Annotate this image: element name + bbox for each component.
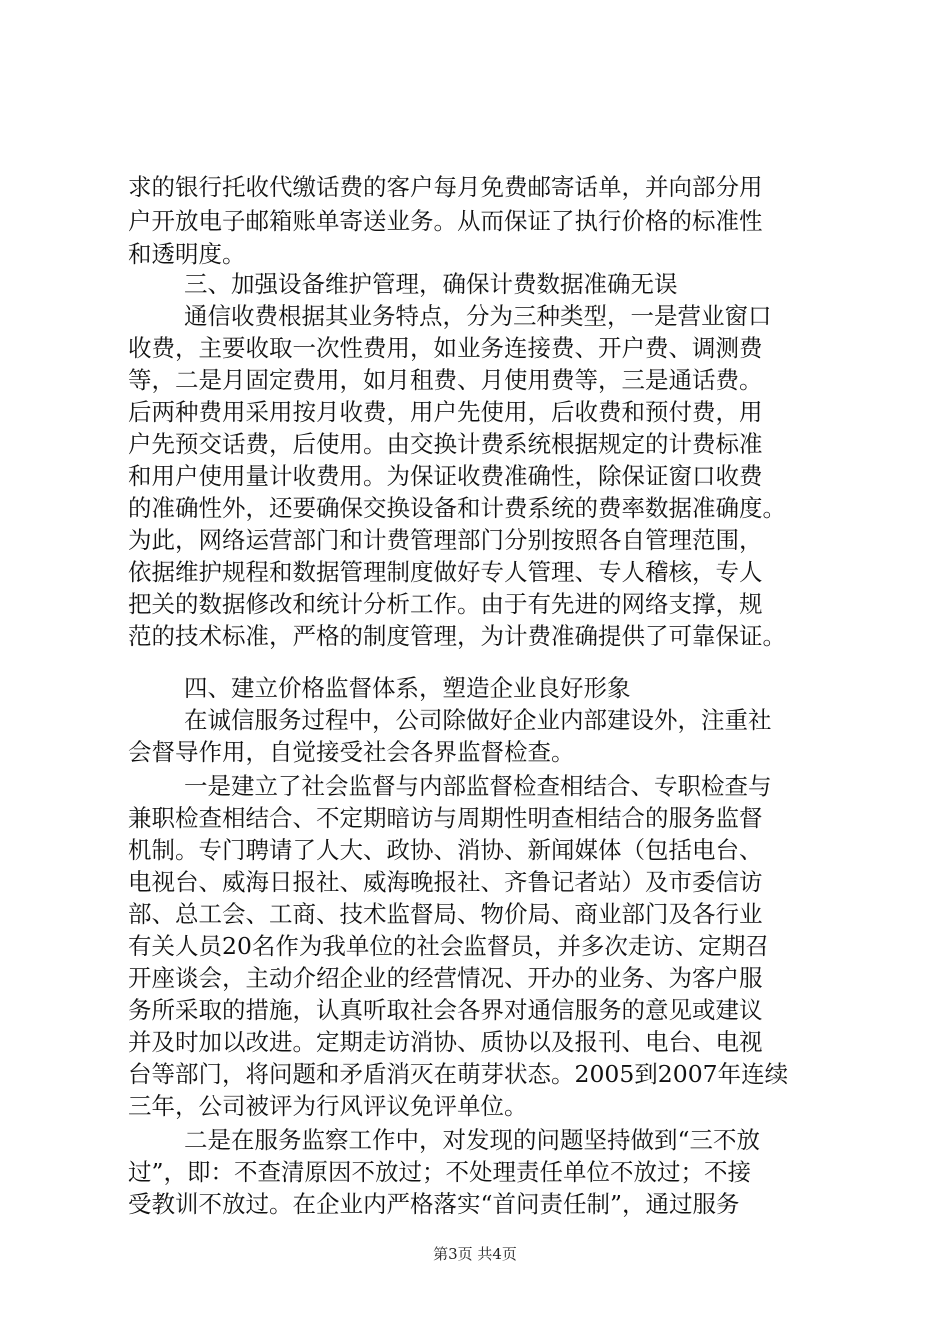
text-line: 有关人员20名作为我单位的社会监督员，并多次走访、定期召 [128,932,769,960]
text-line: 一是建立了社会监督与内部监督检查相结合、专职检查与 [184,772,772,800]
text-line: 二是在服务监察工作中，对发现的问题坚持做到“三不放 [184,1126,761,1154]
text-line: 开座谈会，主动介绍企业的经营情况、开办的业务、为客户服 [128,964,763,992]
section-heading: 三、加强设备维护管理，确保计费数据准确无误 [184,270,678,298]
text-line: 和用户使用量计收费用。为保证收费准确性，除保证窗口收费 [128,462,763,490]
text-line: 户先预交话费，后使用。由交换计费系统根据规定的计费标准 [128,430,763,458]
text-line: 为此，网络运营部门和计费管理部门分别按照各自管理范围， [128,526,763,554]
text-line: 范的技术标准，严格的制度管理，为计费准确提供了可靠保证。 [128,622,786,650]
text-line: 受教训不放过。在企业内严格落实“首问责任制”，通过服务 [128,1190,740,1218]
text-line: 过”，即：不查清原因不放过；不处理责任单位不放过；不接 [128,1158,752,1186]
text-line: 和透明度。 [128,240,246,268]
text-line: 务所采取的措施，认真听取社会各界对通信服务的意见或建议 [128,996,763,1024]
text-line: 把关的数据修改和统计分析工作。由于有先进的网络支撑，规 [128,590,763,618]
text-line: 通信收费根据其业务特点，分为三种类型，一是营业窗口 [184,302,772,330]
text-line: 部、总工会、工商、技术监督局、物价局、商业部门及各行业 [128,900,763,928]
text-line: 的准确性外，还要确保交换设备和计费系统的费率数据准确度。 [128,494,786,522]
text-line: 兼职检查相结合、不定期暗访与周期性明查相结合的服务监督 [128,804,763,832]
text-line: 依据维护规程和数据管理制度做好专人管理、专人稽核，专人 [128,558,763,586]
text-line: 机制。专门聘请了人大、政协、消协、新闻媒体（包括电台、 [128,836,763,864]
text-line: 户开放电子邮箱账单寄送业务。从而保证了执行价格的标准性 [128,207,763,235]
text-line: 会督导作用，自觉接受社会各界监督检查。 [128,738,575,766]
text-line: 收费，主要收取一次性费用，如业务连接费、开户费、调测费 [128,334,763,362]
section-heading: 四、建立价格监督体系，塑造企业良好形象 [184,674,631,702]
text-line: 三年，公司被评为行风评议免评单位。 [128,1092,528,1120]
text-line: 并及时加以改进。定期走访消协、质协以及报刊、电台、电视 [128,1028,763,1056]
text-line: 等，二是月固定费用，如月租费、月使用费等，三是通话费。 [128,366,763,394]
text-line: 求的银行托收代缴话费的客户每月免费邮寄话单，并向部分用 [128,173,763,201]
text-line: 台等部门，将问题和矛盾消灭在萌芽状态。2005到2007年连续 [128,1060,789,1088]
text-line: 电视台、威海日报社、威海晚报社、齐鲁记者站）及市委信访 [128,868,763,896]
page-number-footer: 第3页 共4页 [433,1245,517,1263]
text-line: 在诚信服务过程中，公司除做好企业内部建设外，注重社 [184,706,772,734]
text-line: 后两种费用采用按月收费，用户先使用，后收费和预付费，用 [128,398,763,426]
